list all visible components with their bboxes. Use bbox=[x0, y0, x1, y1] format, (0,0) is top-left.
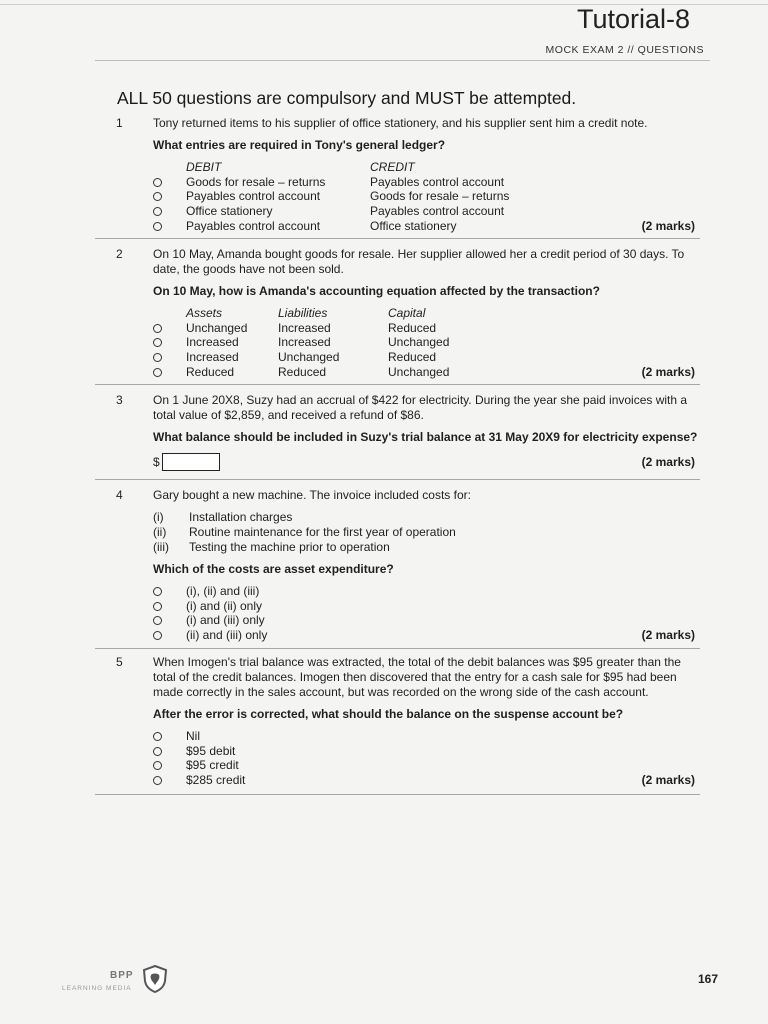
question-text: On 1 June 20X8, Suzy had an accrual of $422 for electricity. During the year she paid invoices with a total value of $2,859, and received a refund of $86. bbox=[153, 393, 688, 422]
question-divider bbox=[95, 479, 700, 480]
marks-label: (2 marks) bbox=[641, 454, 695, 469]
option-row[interactable] bbox=[153, 758, 700, 773]
radio-button[interactable] bbox=[153, 761, 162, 770]
publisher-logo bbox=[62, 965, 172, 999]
option-row[interactable] bbox=[153, 204, 700, 219]
question-body bbox=[153, 488, 700, 643]
list-item bbox=[153, 525, 700, 540]
option-assets: Reduced bbox=[186, 364, 235, 379]
cost-items-list bbox=[153, 510, 700, 555]
option-assets: Increased bbox=[186, 335, 239, 350]
option-row[interactable] bbox=[153, 219, 700, 234]
option-text: $95 credit bbox=[186, 758, 239, 773]
option-row[interactable] bbox=[153, 599, 700, 614]
question-3 bbox=[95, 393, 700, 473]
question-divider bbox=[95, 238, 700, 239]
option-row[interactable] bbox=[153, 175, 700, 190]
radio-button[interactable] bbox=[153, 324, 162, 333]
currency-symbol: $ bbox=[153, 454, 160, 469]
marks-label: (2 marks) bbox=[641, 772, 695, 787]
question-number: 1 bbox=[116, 116, 123, 130]
logo-subtext: LEARNING MEDIA bbox=[62, 985, 132, 992]
option-row[interactable] bbox=[153, 350, 700, 365]
question-body bbox=[153, 116, 700, 233]
option-text: (i) and (iii) only bbox=[186, 613, 265, 628]
question-text: Tony returned items to his supplier of office stationery, and his supplier sent him a credit note. bbox=[153, 116, 648, 130]
option-capital: Reduced bbox=[388, 320, 437, 335]
option-text: $95 debit bbox=[186, 743, 236, 758]
column-header-liabilities: Liabilities bbox=[278, 305, 328, 320]
option-text: $285 credit bbox=[186, 772, 246, 787]
list-item bbox=[153, 540, 700, 555]
option-row[interactable] bbox=[153, 189, 700, 204]
option-text: Nil bbox=[186, 728, 200, 743]
item-text: Testing the machine prior to operation bbox=[189, 540, 390, 554]
answer-input-box[interactable] bbox=[162, 453, 220, 471]
question-body bbox=[153, 655, 700, 788]
option-liabilities: Unchanged bbox=[278, 349, 340, 364]
options-header bbox=[153, 306, 700, 321]
radio-button[interactable] bbox=[153, 616, 162, 625]
radio-button[interactable] bbox=[153, 747, 162, 756]
option-credit: Payables control account bbox=[370, 174, 505, 189]
radio-button[interactable] bbox=[153, 222, 162, 231]
radio-button[interactable] bbox=[153, 587, 162, 596]
page-subtitle: MOCK EXAM 2 // QUESTIONS bbox=[545, 44, 704, 56]
radio-button[interactable] bbox=[153, 602, 162, 611]
options-table bbox=[153, 306, 700, 379]
question-text: Gary bought a new machine. The invoice included costs for: bbox=[153, 488, 471, 502]
header-rule bbox=[95, 60, 710, 61]
question-number: 3 bbox=[116, 393, 123, 407]
item-text: Installation charges bbox=[189, 510, 293, 524]
column-header-credit: CREDIT bbox=[370, 159, 415, 174]
option-text: (i) and (ii) only bbox=[186, 598, 263, 613]
radio-button[interactable] bbox=[153, 338, 162, 347]
question-5 bbox=[95, 655, 700, 790]
options-list bbox=[153, 729, 700, 788]
option-capital: Unchanged bbox=[388, 364, 450, 379]
option-debit: Payables control account bbox=[186, 218, 321, 233]
options-header bbox=[153, 160, 700, 175]
question-number: 5 bbox=[116, 655, 123, 669]
option-assets: Increased bbox=[186, 349, 239, 364]
radio-button[interactable] bbox=[153, 353, 162, 362]
question-divider bbox=[95, 794, 700, 795]
radio-button[interactable] bbox=[153, 178, 162, 187]
marks-label: (2 marks) bbox=[641, 627, 695, 642]
question-prompt: On 10 May, how is Amanda's accounting equation affected by the transaction? bbox=[153, 284, 600, 298]
option-credit: Payables control account bbox=[370, 203, 505, 218]
question-body bbox=[153, 247, 700, 379]
question-text: On 10 May, Amanda bought goods for resale. Her supplier allowed her a credit period of 30 days. To date, the goods have not been sold. bbox=[153, 247, 685, 276]
option-row[interactable] bbox=[153, 729, 700, 744]
marks-label: (2 marks) bbox=[641, 218, 695, 233]
option-capital: Reduced bbox=[388, 349, 437, 364]
option-row[interactable] bbox=[153, 628, 700, 643]
list-item bbox=[153, 510, 700, 525]
option-row[interactable] bbox=[153, 613, 700, 628]
question-divider bbox=[95, 384, 700, 385]
option-capital: Unchanged bbox=[388, 335, 450, 350]
page-number: 167 bbox=[697, 972, 718, 986]
item-text: Routine maintenance for the first year of operation bbox=[189, 525, 456, 539]
question-prompt: What entries are required in Tony's general ledger? bbox=[153, 138, 446, 152]
option-debit: Goods for resale – returns bbox=[186, 174, 326, 189]
radio-button[interactable] bbox=[153, 192, 162, 201]
answer-row bbox=[153, 453, 700, 471]
lion-shield-icon bbox=[142, 965, 168, 993]
option-liabilities: Increased bbox=[278, 320, 331, 335]
option-row[interactable] bbox=[153, 744, 700, 759]
options-list bbox=[153, 584, 700, 643]
option-credit: Goods for resale – returns bbox=[370, 189, 510, 204]
item-numeral: (ii) bbox=[153, 525, 167, 539]
option-row[interactable] bbox=[153, 365, 700, 380]
option-debit: Payables control account bbox=[186, 189, 321, 204]
option-text: (ii) and (iii) only bbox=[186, 627, 268, 642]
intro-heading: ALL 50 questions are compulsory and MUST be attempted. bbox=[117, 88, 577, 108]
option-row[interactable] bbox=[153, 321, 700, 336]
radio-button[interactable] bbox=[153, 776, 162, 785]
question-prompt: What balance should be included in Suzy's trial balance at 31 May 20X9 for electricity expense? bbox=[153, 430, 698, 444]
radio-button[interactable] bbox=[153, 631, 162, 640]
column-header-assets: Assets bbox=[186, 305, 223, 320]
question-body bbox=[153, 393, 700, 471]
page-title: Tutorial-8 bbox=[576, 4, 690, 34]
options-table bbox=[153, 160, 700, 233]
column-header-debit: DEBIT bbox=[186, 159, 222, 174]
item-numeral: (i) bbox=[153, 510, 164, 524]
logo-text: BPP bbox=[110, 970, 134, 981]
radio-button[interactable] bbox=[153, 207, 162, 216]
question-divider bbox=[95, 648, 700, 649]
question-1 bbox=[95, 116, 700, 234]
option-liabilities: Increased bbox=[278, 335, 331, 350]
question-4 bbox=[95, 488, 700, 643]
question-prompt: Which of the costs are asset expenditure? bbox=[153, 562, 394, 576]
question-2 bbox=[95, 247, 700, 379]
option-assets: Unchanged bbox=[186, 320, 248, 335]
question-text: When Imogen's trial balance was extracted, the total of the debit balances was $95 greater than the total of the credit balances. Imogen then discovered that the entry for a cash sale for $95 had been made correctly in the sales account, but was recorded on the wrong side of the cash account. bbox=[153, 655, 681, 699]
question-number: 2 bbox=[116, 247, 123, 261]
column-header-capital: Capital bbox=[388, 305, 426, 320]
radio-button[interactable] bbox=[153, 368, 162, 377]
option-text: (i), (ii) and (iii) bbox=[186, 583, 260, 598]
option-row[interactable] bbox=[153, 335, 700, 350]
question-number: 4 bbox=[116, 488, 123, 502]
option-liabilities: Reduced bbox=[278, 364, 327, 379]
option-debit: Office stationery bbox=[186, 203, 273, 218]
option-row[interactable] bbox=[153, 773, 700, 788]
option-row[interactable] bbox=[153, 584, 700, 599]
item-numeral: (iii) bbox=[153, 540, 169, 554]
radio-button[interactable] bbox=[153, 732, 162, 741]
question-prompt: After the error is corrected, what should the balance on the suspense account be? bbox=[153, 707, 624, 721]
marks-label: (2 marks) bbox=[641, 364, 695, 379]
option-credit: Office stationery bbox=[370, 218, 457, 233]
